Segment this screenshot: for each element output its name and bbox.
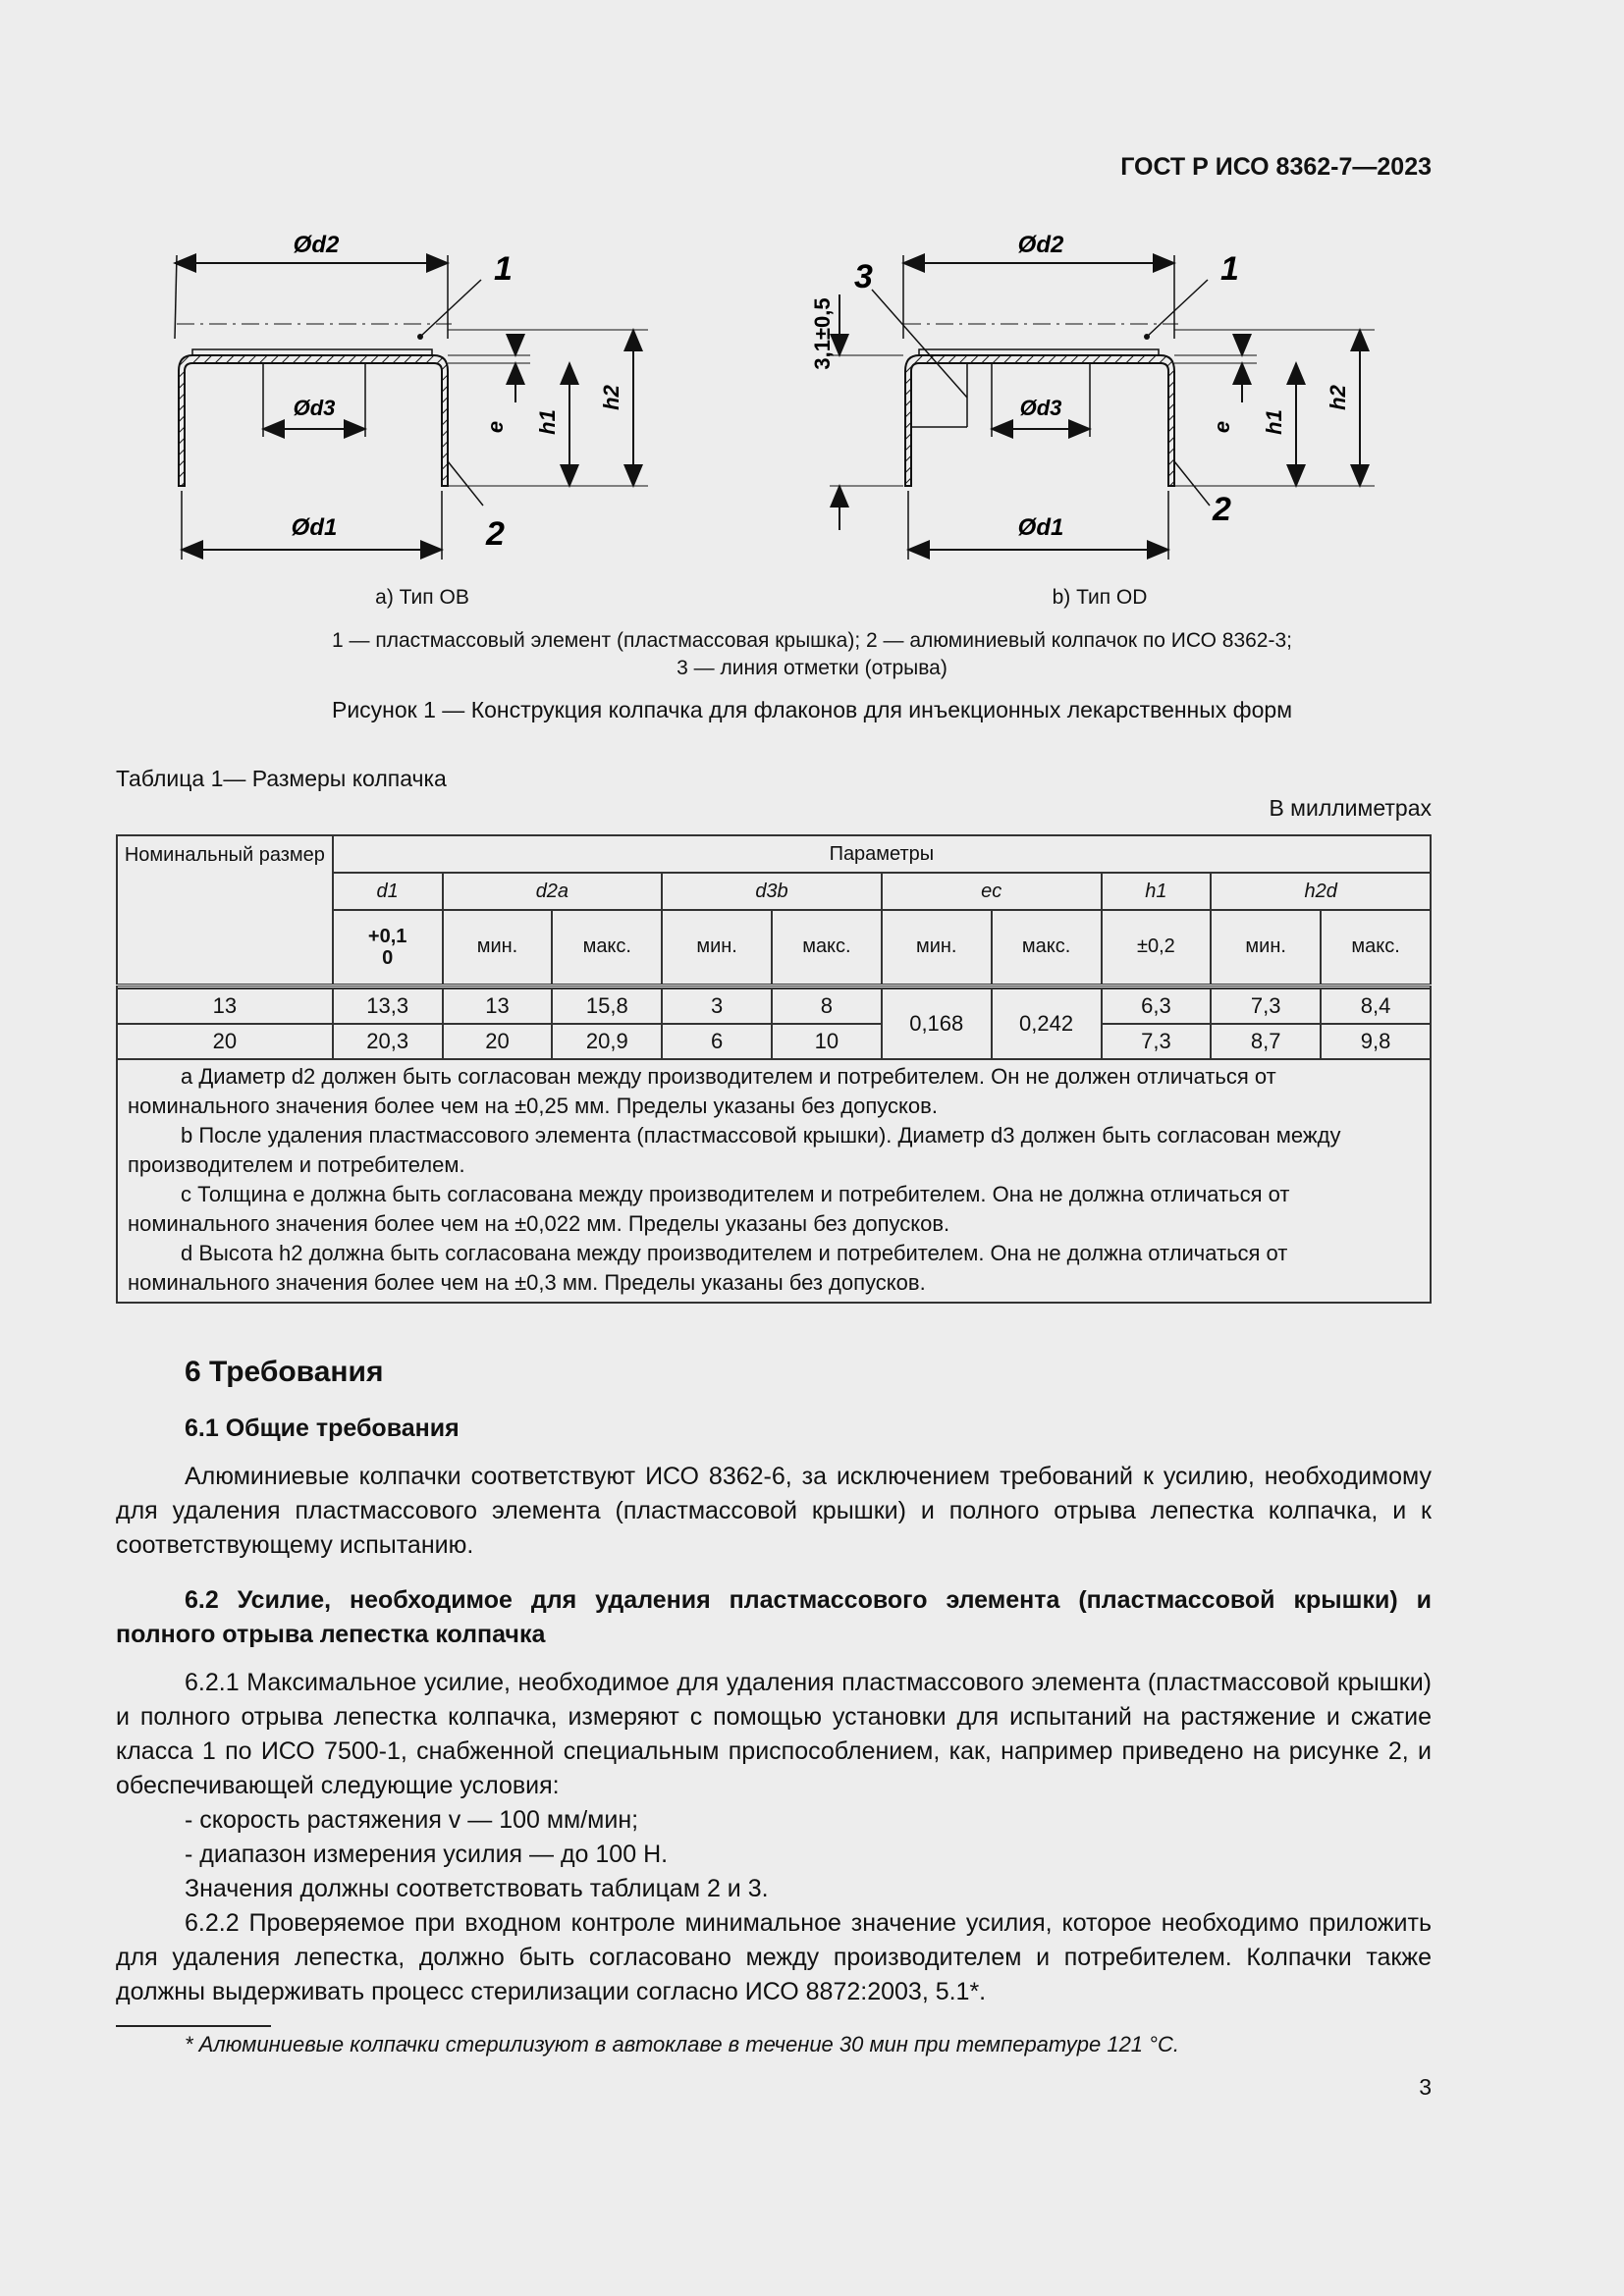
tol-d1-bottom: 0 bbox=[382, 946, 394, 969]
cell-d2-min: 20 bbox=[443, 1024, 553, 1059]
cell-d3-max: 10 bbox=[772, 1024, 882, 1059]
label-h1-b: h1 bbox=[1262, 409, 1286, 435]
cell-h2-min: 7,3 bbox=[1211, 988, 1321, 1024]
table-title: Таблица 1— Размеры колпачка bbox=[116, 766, 447, 791]
table-units: В миллиметрах bbox=[1269, 795, 1432, 821]
cap-type-ob-drawing bbox=[175, 232, 648, 560]
cell-d3-min: 6 bbox=[662, 1024, 772, 1059]
label-d2-a: Ød2 bbox=[293, 232, 340, 258]
table-footnote-b: b После удаления пластмассового элемента (пластмассовой крышки). Диаметр d3 должен быть согласован между производителем и потребителем. bbox=[128, 1123, 1341, 1177]
table-row bbox=[117, 988, 1431, 1024]
header-h2-min: мин. bbox=[1211, 910, 1321, 985]
dimensions-table bbox=[116, 834, 1432, 1304]
label-d1-b: Ød1 bbox=[1017, 514, 1064, 541]
cell-h1: 6,3 bbox=[1102, 988, 1212, 1024]
section-6-2-title bbox=[116, 1583, 1432, 1652]
header-d1: d1 bbox=[333, 873, 443, 910]
cap-type-od-drawing bbox=[810, 232, 1375, 560]
label-e-b: e bbox=[1210, 420, 1234, 434]
cell-d2-min: 13 bbox=[443, 988, 553, 1024]
header-d1-tolerance bbox=[333, 910, 443, 985]
label-mark-line-dim: 3,1±0,5 bbox=[810, 297, 835, 370]
section-6-2-body bbox=[116, 1666, 1432, 2009]
header-d3-min: мин. bbox=[662, 910, 772, 985]
para-6-2-1: 6.2.1 Максимальное усилие, необходимое для удаления пластмассового элемента (пластмассовой крышки) и полного отрыва лепестка колпачка, измеряют с помощью установки для испытаний на растяжение и сжатие класса 1 по ИСО 7500-1, снабженной специальным приспособлением, как, например приведено на рисунке 2, и обеспечивающей следующие условия: bbox=[116, 1669, 1432, 1799]
header-h2-max: макс. bbox=[1321, 910, 1431, 985]
cell-d3-max: 8 bbox=[772, 988, 882, 1024]
label-h2-a: h2 bbox=[599, 385, 623, 410]
cell-size: 13 bbox=[117, 988, 333, 1024]
callout-2-b: 2 bbox=[1213, 491, 1231, 528]
table-footnotes bbox=[117, 1059, 1431, 1303]
header-d3-max: макс. bbox=[772, 910, 882, 985]
para-6-2-2: 6.2.2 Проверяемое при входном контроле минимальное значение усилия, которое необходимо приложить для удаления лепестка, должно быть согласовано между производителем и потребителем. Колпачки также должны выдерживать процесс стерилизации согласно ИСО 8872:2003, 5.1*. bbox=[116, 1909, 1432, 2005]
header-d2: d2a bbox=[443, 873, 663, 910]
header-nominal: Номинальный размер bbox=[117, 835, 333, 985]
footnote-divider bbox=[116, 2025, 271, 2027]
cell-h2-max: 8,4 bbox=[1321, 988, 1431, 1024]
label-d3-b: Ød3 bbox=[1019, 396, 1062, 420]
label-h2-b: h2 bbox=[1326, 385, 1350, 410]
table-footnote-a: a Диаметр d2 должен быть согласован между производителем и потребителем. Он не должен отличаться от номинального значения более чем на ±0,25 мм. Пределы указаны без допусков. bbox=[128, 1064, 1276, 1118]
cell-e-min: 0,168 bbox=[882, 988, 992, 1059]
section-6-title: 6 Требования bbox=[185, 1356, 384, 1388]
cap-figure bbox=[0, 0, 1624, 589]
tol-d1-top: +0,1 bbox=[367, 925, 407, 947]
header-e-max: макс. bbox=[992, 910, 1102, 985]
header-d2-min: мин. bbox=[443, 910, 553, 985]
header-e-min: мин. bbox=[882, 910, 992, 985]
section-6-1-text bbox=[116, 1460, 1432, 1563]
table-row bbox=[117, 1024, 1431, 1059]
caption-type-od: b) Тип OD bbox=[1052, 586, 1148, 609]
label-e-a: e bbox=[483, 420, 508, 434]
label-d1-a: Ød1 bbox=[291, 514, 338, 541]
label-h1-a: h1 bbox=[535, 409, 560, 435]
para-6-1: Алюминиевые колпачки соответствуют ИСО 8362-6, за исключением требований к усилию, необходимому для удаления пластмассового элемента (пластмассовой крышки) и полного отрыва лепестка колпачка, и к соответствующему испытанию. bbox=[116, 1463, 1432, 1559]
list-item: - диапазон измерения усилия — до 100 Н. bbox=[185, 1841, 669, 1868]
cell-d2-max: 20,9 bbox=[552, 1024, 662, 1059]
label-d3-a: Ød3 bbox=[293, 396, 336, 420]
header-h2: h2d bbox=[1211, 873, 1431, 910]
callout-3-b: 3 bbox=[854, 258, 873, 295]
figure-title: Рисунок 1 — Конструкция колпачка для флаконов для инъекционных лекарственных форм bbox=[331, 697, 1293, 722]
callout-2-a: 2 bbox=[486, 515, 505, 553]
document-header: ГОСТ Р ИСО 8362-7—2023 bbox=[1120, 153, 1432, 181]
cell-d2-max: 15,8 bbox=[552, 988, 662, 1024]
cell-h2-min: 8,7 bbox=[1211, 1024, 1321, 1059]
section-6-2-heading: 6.2 Усилие, необходимое для удаления пластмассового элемента (пластмассовой крышки) и полного отрыва лепестка колпачка bbox=[116, 1586, 1432, 1648]
caption-type-ob: а) Тип ОВ bbox=[375, 586, 469, 609]
figure-legend-line1: 1 — пластмассовый элемент (пластмассовая крышка); 2 — алюминиевый колпачок по ИСО 8362-3; bbox=[331, 629, 1292, 652]
callout-1-b: 1 bbox=[1220, 250, 1239, 288]
header-d3: d3b bbox=[662, 873, 882, 910]
table-footnote-d: d Высота h2 должна быть согласована между производителем и потребителем. Она не должна отличаться от номинального значения более чем на ±0,3 мм. Пределы указаны без допусков. bbox=[128, 1241, 1288, 1295]
cell-d1: 20,3 bbox=[333, 1024, 443, 1059]
cell-e-max: 0,242 bbox=[992, 988, 1102, 1059]
callout-1-a: 1 bbox=[494, 250, 513, 288]
list-item: - скорость растяжения v — 100 мм/мин; bbox=[185, 1806, 639, 1834]
values-line: Значения должны соответствовать таблицам 2 и 3. bbox=[185, 1875, 769, 1902]
header-h1-tol: ±0,2 bbox=[1102, 910, 1212, 985]
cell-h2-max: 9,8 bbox=[1321, 1024, 1431, 1059]
header-d2-max: макс. bbox=[552, 910, 662, 985]
table-footnote-c: c Толщина e должна быть согласована между производителем и потребителем. Она не должна отличаться от номинального значения более чем на ±0,022 мм. Пределы указаны без допусков. bbox=[128, 1182, 1290, 1236]
header-e: ec bbox=[882, 873, 1102, 910]
page-number: 3 bbox=[1419, 2074, 1432, 2100]
label-d2-b: Ød2 bbox=[1017, 232, 1064, 258]
figure-legend-line2: 3 — линия отметки (отрыва) bbox=[677, 657, 947, 679]
cell-d1: 13,3 bbox=[333, 988, 443, 1024]
section-6-1-title: 6.1 Общие требования bbox=[185, 1415, 460, 1442]
header-params: Параметры bbox=[333, 835, 1431, 873]
header-h1: h1 bbox=[1102, 873, 1212, 910]
page-footnote: * Алюминиевые колпачки стерилизуют в автоклаве в течение 30 мин при температуре 121 °C. bbox=[185, 2032, 1179, 2056]
cell-h1: 7,3 bbox=[1102, 1024, 1212, 1059]
cell-size: 20 bbox=[117, 1024, 333, 1059]
cell-d3-min: 3 bbox=[662, 988, 772, 1024]
